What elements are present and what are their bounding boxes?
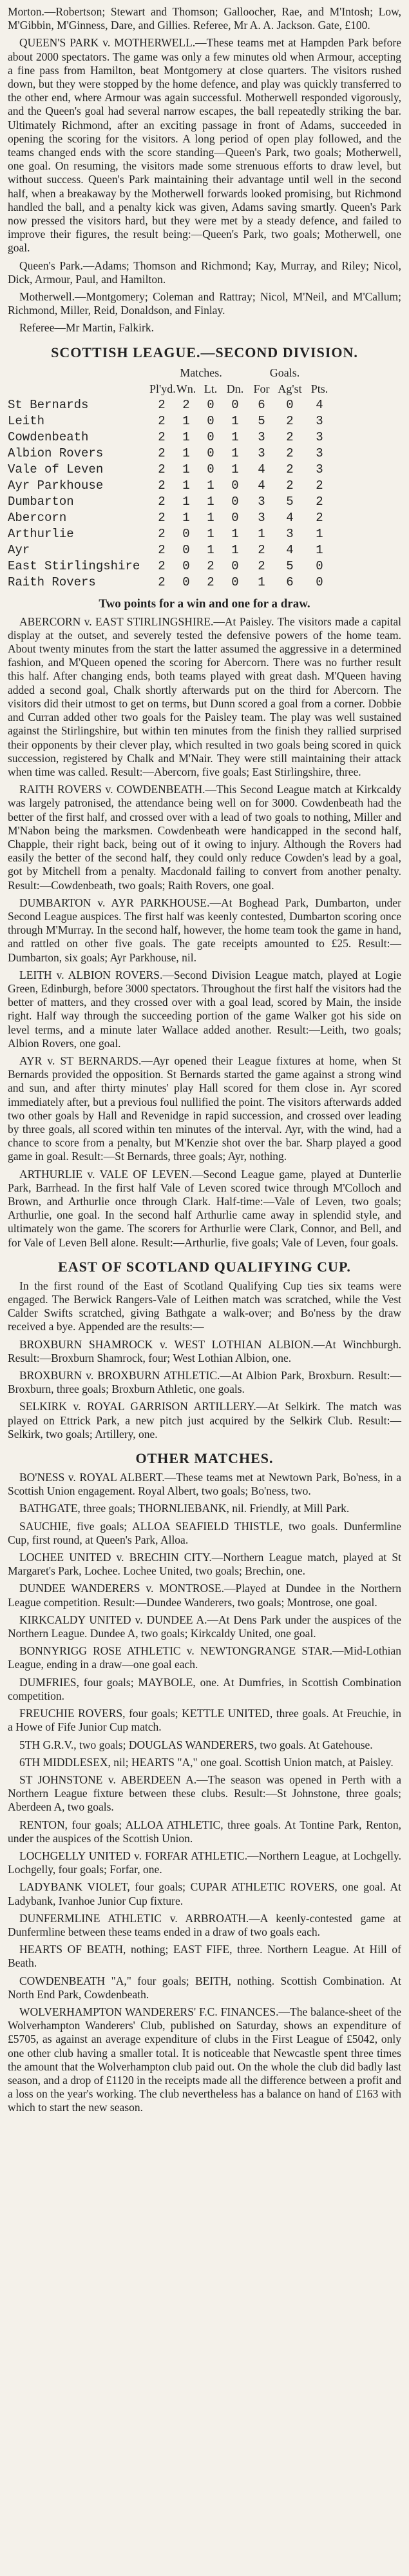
won-value: 1 xyxy=(182,413,190,428)
points-value: 2 xyxy=(316,478,323,493)
match-report: DUNDEE WANDERERS v. MONTROSE.—Played at Dundee in the Northern League competition. Result:—Dundee Wanderers, two goals; Montrose, one goal. xyxy=(8,1582,401,1609)
against-value: 2 xyxy=(286,478,294,493)
match-report: BROXBURN SHAMROCK v. WEST LOTHIAN ALBION.—At Winchburgh. Result:—Broxburn Shamrock, four; West Lothian Albion, one. xyxy=(8,1337,401,1364)
league-row xyxy=(8,413,401,429)
played-value: 2 xyxy=(158,397,166,412)
played-value: 2 xyxy=(158,542,166,557)
match-report: DUNFERMLINE ATHLETIC v. ARBROATH.—A keenly-contested game at Dunfermline between these teams ended in a draw of two goals each. xyxy=(8,1911,401,1938)
drawn-value: 0 xyxy=(231,558,239,573)
match-report: SELKIRK v. ROYAL GARRISON ARTILLERY.—At Selkirk. The match was played on Ettrick Park, a new pitch just acquired by the Selkirk Club. Result:—Selkirk, two goals; Artillery, one. xyxy=(8,1400,401,1440)
for-value: 3 xyxy=(258,494,265,509)
match-report: DUMFRIES, four goals; MAYBOLE, one. At Dumfries, in Scottish Combination competition. xyxy=(8,1675,401,1702)
for-value: 5 xyxy=(258,413,265,428)
league-table-header xyxy=(8,381,401,397)
points-value: 0 xyxy=(316,575,323,589)
finances-report: WOLVERHAMPTON WANDERERS' F.C. FINANCES.—The balance-sheet of the Wolverhampton Wanderers' Club, published on Saturday, shows an expenditure of £5705, as against an average expenditure of clubs in the First League of £5042, only one other club having a smaller total. It is noticeable that Newcastle spent three times the amount that the Wolverhampton club paid out. On the whole the club did badly last season, and a drop of £1120 in the receipts made all the difference between a profit and a loss on the year's working. The club nevertheless has a balance on hand of £163 with which to start the new season. xyxy=(8,2005,401,2114)
played-value: 2 xyxy=(158,413,166,428)
for-value: 4 xyxy=(258,462,265,477)
drawn-value: 1 xyxy=(231,542,239,557)
drawn-value: 0 xyxy=(231,494,239,509)
match-report: SAUCHIE, five goals; ALLOA SEAFIELD THISTLE, two goals. Dunfermline Cup, first round, at Queen's Park, Alloa. xyxy=(8,1519,401,1546)
against-value: 2 xyxy=(286,446,294,460)
played-value: 2 xyxy=(158,575,166,589)
played-value: 2 xyxy=(158,462,166,477)
league-row xyxy=(8,446,401,462)
league-row xyxy=(8,462,401,478)
match-report: BONNYRIGG ROSE ATHLETIC v. NEWTONGRANGE STAR.—Mid-Lothian League, ending in a draw—one goal each. xyxy=(8,1644,401,1671)
lost-value: 0 xyxy=(207,397,214,412)
team-name: East Stirlingshire xyxy=(8,558,140,573)
won-value: 0 xyxy=(182,542,190,557)
qualifying-section xyxy=(8,1279,401,1441)
played-value: 2 xyxy=(158,526,166,541)
match-report: FREUCHIE ROVERS, four goals; KETTLE UNITED, three goals. At Freuchie, in a Howe of Fife Junior Cup match. xyxy=(8,1707,401,1734)
won-value: 1 xyxy=(182,478,190,493)
against-value: 4 xyxy=(286,510,294,525)
for-value: 2 xyxy=(258,558,265,573)
lost-value: 1 xyxy=(207,526,214,541)
points-value: 3 xyxy=(316,446,323,460)
lost-value: 1 xyxy=(207,478,214,493)
league-table xyxy=(8,365,401,591)
lost-value: 1 xyxy=(207,542,214,557)
drawn-value: 1 xyxy=(231,446,239,460)
drawn-value: 1 xyxy=(231,526,239,541)
col-points: Pts. xyxy=(310,382,328,395)
for-value: 3 xyxy=(258,429,265,444)
played-value: 2 xyxy=(158,494,166,509)
league-row xyxy=(8,429,401,446)
played-value: 2 xyxy=(158,478,166,493)
lost-value: 0 xyxy=(207,446,214,460)
match-report: LOCHEE UNITED v. BRECHIN CITY.—Northern League match, played at St Margaret's Park, Lochee. Lochee United, two goals; Brechin, one. xyxy=(8,1551,401,1578)
for-value: 4 xyxy=(258,478,265,493)
match-report: 5TH G.R.V., two goals; DOUGLAS WANDERERS, two goals. At Gatehouse. xyxy=(19,1738,373,1751)
points-value: 3 xyxy=(316,462,323,477)
points-value: 2 xyxy=(316,494,323,509)
opening-section xyxy=(8,5,401,335)
match-report: KIRKCALDY UNITED v. DUNDEE A.—At Dens Park under the auspices of the Northern League. Dundee A, two goals; Kirkcaldy United, one goal. xyxy=(8,1613,401,1640)
drawn-value: 1 xyxy=(231,429,239,444)
lost-value: 2 xyxy=(207,575,214,589)
against-value: 2 xyxy=(286,429,294,444)
match-report: HEARTS OF BEATH, nothing; EAST FIFE, three. Northern League. At Hill of Beath. xyxy=(8,1943,401,1970)
match-report: LOCHGELLY UNITED v. FORFAR ATHLETIC.—Northern League, at Lochgelly. Lochgelly, four goals; Forfar, one. xyxy=(8,1849,401,1876)
played-value: 2 xyxy=(158,510,166,525)
for-value: 2 xyxy=(258,542,265,557)
against-value: 5 xyxy=(286,494,294,509)
league-row xyxy=(8,526,401,542)
drawn-value: 0 xyxy=(231,397,239,412)
match-report: RENTON, four goals; ALLOA ATHLETIC, three goals. At Tontine Park, Renton, under the auspices of the Scottish Union. xyxy=(8,1818,401,1845)
won-value: 1 xyxy=(182,510,190,525)
played-value: 2 xyxy=(158,446,166,460)
for-value: 1 xyxy=(258,526,265,541)
col-for: For xyxy=(253,382,270,395)
played-value: 2 xyxy=(158,429,166,444)
league-table-group-header xyxy=(8,365,401,381)
match-report: In the first round of the East of Scotland Qualifying Cup ties six teams were engaged. The Berwick Rangers-Vale of Leithen match was scratched, while the Vest Calder Swifts scratched, giving Bathgate a walk-over; and Bo'ness by the draw received a bye. Appended are the results:— xyxy=(8,1279,401,1333)
team-name: Leith xyxy=(8,413,45,428)
team-name: Ayr Parkhouse xyxy=(8,478,104,493)
lost-value: 2 xyxy=(207,558,214,573)
points-value: 3 xyxy=(316,429,323,444)
won-value: 0 xyxy=(182,558,190,573)
match-report: ST JOHNSTONE v. ABERDEEN A.—The season was opened in Perth with a Northern League fixture between these clubs. Result:—St Johnstone, three goals; Aberdeen A, two goals. xyxy=(8,1773,401,1814)
points-value: 0 xyxy=(316,558,323,573)
team-name: Vale of Leven xyxy=(8,462,104,477)
won-value: 1 xyxy=(182,429,190,444)
points-value: 1 xyxy=(316,542,323,557)
queens-park-motherwell-report: QUEEN'S PARK v. MOTHERWELL.—These teams met at Hampden Park before about 2000 spectators. The game was only a few minutes old when Armour, accepting a fine pass from Hamilton, beat Montgomery at close quarters. The visitors rushed down, but they were stopped by the home defence, and play was quickly transferred to the other end, where Armour was again successful. Motherwell responded vigorously, and the Queen's goal had several narrow escapes, the ball repeatedly striking the bar. Ultimately Richmond, after an exciting passage in front of Adams, succeeded in opening the scoring for the visitors. A long period of open play followed, and the teams changed ends with the score standing—Queen's Park, two goals; Motherwell, one goal. On resuming, the visitors made some strenuous efforts to draw level, but without success. Queen's Park maintaining their advantage until well in the second half, when a breakaway by the Motherwell forwards looked promising, but Richmond handled the ball, and a penalty kick was given, Adams saving smartly. Queen's Park now pressed the visitors hard, but they were met by a steady defence, and failed to improve their figures, the result being:—Queen's Park, two goals; Motherwell, one goal. xyxy=(8,36,401,255)
points-value: 1 xyxy=(316,526,323,541)
against-value: 3 xyxy=(286,526,294,541)
league-table-body xyxy=(8,397,401,591)
drawn-value: 1 xyxy=(231,413,239,428)
against-value: 5 xyxy=(286,558,294,573)
league-heading: SCOTTISH LEAGUE.—SECOND DIVISION. xyxy=(51,344,358,360)
drawn-value: 0 xyxy=(231,478,239,493)
other-matches-heading: OTHER MATCHES. xyxy=(135,1450,274,1467)
league-row xyxy=(8,510,401,526)
lost-value: 0 xyxy=(207,462,214,477)
col-played: Pl'yd. xyxy=(149,382,176,395)
other-matches-section xyxy=(8,1471,401,2001)
referee-line: Referee—Mr Martin, Falkirk. xyxy=(19,321,154,335)
league-row xyxy=(8,575,401,591)
col-lost: Lt. xyxy=(204,382,218,395)
match-report: BATHGATE, three goals; THORNLIEBANK, nil. Friendly, at Mill Park. xyxy=(19,1502,350,1515)
goals-group-label: Goals. xyxy=(269,366,300,379)
matches-group-label: Matches. xyxy=(180,366,222,379)
match-report: ABERCORN v. EAST STIRLINGSHIRE.—At Paisley. The visitors made a capital display at the outset, and severely tested the defensive powers of the home team. About twenty minutes from the start the latter assumed the aggressive in a determined fashion, and M'Queen opened the scoring for Abercorn. There was no further result this half. After changing ends, both teams played with great dash. M'Queen having added a second goal, Chalk shortly afterwards put on the third for Abercorn. The visitors did their utmost to get on terms, but Dunn scored a goal from a corner. Dobbie and Curran added other two goals for the Paisley team. The play was well sustained against the Stirlingshire, but within ten minutes from the finish they rallied surprised their opponents by their clever play, which resulted in two goals being scored in quick succession, registered by Chalk and M'Nair. They were still maintaining their attack when time was called. Result:—Abercorn, five goals; East Stirlingshire, three. xyxy=(8,615,401,778)
league-row xyxy=(8,478,401,494)
qualifying-heading: EAST OF SCOTLAND QUALIFYING CUP. xyxy=(58,1258,351,1275)
team-name: Albion Rovers xyxy=(8,446,104,460)
against-value: 4 xyxy=(286,542,294,557)
for-value: 6 xyxy=(258,397,265,412)
team-name: Cowdenbeath xyxy=(8,429,89,444)
lost-value: 0 xyxy=(207,429,214,444)
drawn-value: 0 xyxy=(231,575,239,589)
team-name: St Bernards xyxy=(8,397,89,412)
team-name: Abercorn xyxy=(8,510,67,525)
against-value: 2 xyxy=(286,462,294,477)
team-name: Ayr xyxy=(8,542,30,557)
team-name: Dumbarton xyxy=(8,494,74,509)
morton-lineup: Morton.—Robertson; Stewart and Thomson; Galloocher, Rae, and M'Intosh; Low, M'Gibbin, M'Ginness, Dare, and Gillies. Referee, Mr A. A. Jackson. Gate, £100. xyxy=(8,5,401,32)
won-value: 1 xyxy=(182,462,190,477)
col-drawn: Dn. xyxy=(226,382,244,395)
league-row xyxy=(8,494,401,510)
match-report: LADYBANK VIOLET, four goals; CUPAR ATHLETIC ROVERS, one goal. At Ladybank, Ivanhoe Junior Cup fixture. xyxy=(8,1880,401,1907)
league-row xyxy=(8,558,401,575)
won-value: 1 xyxy=(182,446,190,460)
motherwell-lineup: Motherwell.—Montgomery; Coleman and Rattray; Nicol, M'Neil, and M'Callum; Richmond, Miller, Reid, Donaldson, and Finlay. xyxy=(8,290,401,317)
won-value: 2 xyxy=(182,397,190,412)
match-report: COWDENBEATH "A," four goals; BEITH, nothing. Scottish Combination. At North End Park, Cowdenbeath. xyxy=(8,1974,401,2001)
match-report: BROXBURN v. BROXBURN ATHLETIC.—At Albion Park, Broxburn. Result:—Broxburn, three goals; Broxburn Athletic, one goals. xyxy=(8,1369,401,1396)
lost-value: 1 xyxy=(207,494,214,509)
match-report: LEITH v. ALBION ROVERS.—Second Division League match, played at Logie Green, Edinburgh, before 3000 spectators. Throughout the first half the visitors had the better of matters, and they crossed over with a goal lead, scored by Main, the inside right. Half way through the succeeding portion of the game Walker got his side on level terms, and a minute later Wallace added another. Result:—Leith, two goals; Albion Rovers, one goal. xyxy=(8,968,401,1050)
points-value: 2 xyxy=(316,510,323,525)
match-report: BO'NESS v. ROYAL ALBERT.—These teams met at Newtown Park, Bo'ness, in a Scottish Union engagement. Royal Albert, two goals; Bo'ness, two. xyxy=(8,1471,401,1498)
for-value: 3 xyxy=(258,446,265,460)
against-value: 2 xyxy=(286,413,294,428)
league-row xyxy=(8,542,401,558)
lost-value: 1 xyxy=(207,510,214,525)
won-value: 0 xyxy=(182,575,190,589)
col-against: Ag'st xyxy=(278,382,302,395)
team-name: Arthurlie xyxy=(8,526,74,541)
points-value: 3 xyxy=(316,413,323,428)
lost-value: 0 xyxy=(207,413,214,428)
won-value: 1 xyxy=(182,494,190,509)
against-value: 0 xyxy=(286,397,294,412)
for-value: 3 xyxy=(258,510,265,525)
won-value: 0 xyxy=(182,526,190,541)
points-value: 4 xyxy=(316,397,323,412)
team-name: Raith Rovers xyxy=(8,575,96,589)
league-row xyxy=(8,397,401,413)
league-reports-section xyxy=(8,615,401,1250)
match-report: ARTHURLIE v. VALE OF LEVEN.—Second League game, played at Dunterlie Park, Barrhead. In the first half Vale of Leven scored twice through M'Colloch and Brown, and Arthurlie once through Clark. Half-time:—Vale of Leven, two goals; Arthurlie, one goal. In the second half Arthurlie came away in splendid style, and ultimately won the game. The scorers for Arthurlie were Clark, Connor, and Bell, and for Vale of Leven Bell alone. Result:—Arthurlie, five goals; Vale of Leven, four goals. xyxy=(8,1167,401,1249)
match-report: AYR v. ST BERNARDS.—Ayr opened their League fixtures at home, when St Bernards provided the opposition. St Bernards started the game against a strong wind and sun, and after thirty minutes' play Hall scored for them close in. Ayr scored immediately after, but a previous foul nullified the point. The visitors afterwards added two other goals by Hall and Revenidge in rapid succession, and crossed over leading by three goals, all scored within ten minutes of the interval. Ayr, with the wind, had a chance to score from a penalty, but M'Kenzie shot over the bar. Sharp played a good game in goal. Result:—St Bernards, three goals; Ayr, nothing. xyxy=(8,1054,401,1163)
match-report: DUMBARTON v. AYR PARKHOUSE.—At Boghead Park, Dumbarton, under Second League auspices. The first half was keenly contested, Dumbarton scoring once through M'Murray. In the second half, however, the home team took the game in hand, and rattled on other five goals. The gate receipts amounted to £25. Result:—Dumbarton, six goals; Ayr Parkhouse, nil. xyxy=(8,896,401,964)
match-report: 6TH MIDDLESEX, nil; HEARTS "A," one goal. Scottish Union match, at Paisley. xyxy=(19,1755,394,1769)
drawn-value: 0 xyxy=(231,510,239,525)
drawn-value: 1 xyxy=(231,462,239,477)
for-value: 1 xyxy=(258,575,265,589)
col-won: Wn. xyxy=(176,382,196,395)
queens-park-lineup: Queen's Park.—Adams; Thomson and Richmond; Kay, Murray, and Riley; Nicol, Dick, Armour, Paul, and Hamilton. xyxy=(8,259,401,286)
match-report: RAITH ROVERS v. COWDENBEATH.—This Second League match at Kirkcaldy was largely patronised, the attendance being well on for 3000. Cowdenbeath had the better of the first half, and crossed over with a lead of two goals to nothing, Miller and M'Nabon being the marksmen. Cowdenbeath were handicapped in the second half, Chapple, their right back, being out of it owing to injury. Although the Rovers had easily the better of the second half, they could only reduce Cowden's lead by a goal, got by Mitchell from a penalty. Macdonald failing to convert from another penalty. Result:—Cowdenbeath, two goals; Raith Rovers, one goal. xyxy=(8,783,401,892)
against-value: 6 xyxy=(286,575,294,589)
played-value: 2 xyxy=(158,558,166,573)
points-footnote: Two points for a win and one for a draw. xyxy=(99,596,310,611)
